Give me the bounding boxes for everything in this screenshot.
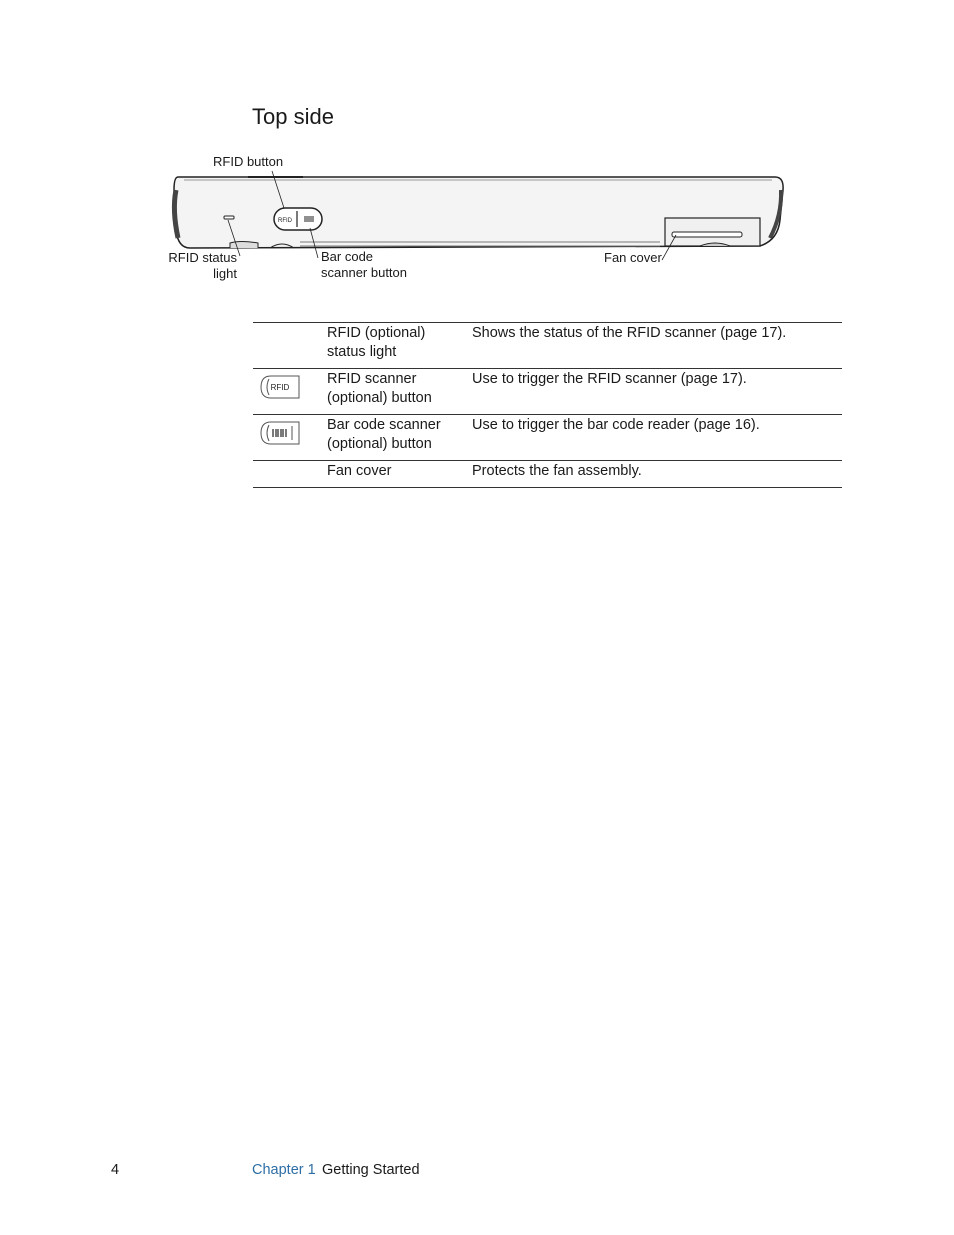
row-name-line2: (optional) button (327, 436, 432, 452)
parts-table (253, 322, 842, 488)
table-description-cell: Protects the fan assembly. (472, 463, 642, 479)
table-description-cell: Use to trigger the bar code reader (page 16). (472, 415, 842, 461)
row-name-line1: RFID (optional) (327, 325, 426, 341)
footer-chapter-link[interactable]: Chapter 1 (252, 1162, 316, 1178)
table-name-cell (327, 415, 472, 461)
table-icon-cell (253, 415, 327, 461)
table-description-cell: Use to trigger the RFID scanner (page 17). (472, 369, 842, 415)
table-name-cell (327, 461, 472, 488)
callout-rfid-button: RFID button (213, 154, 284, 169)
footer-chapter-title: Getting Started (322, 1162, 420, 1178)
row-name-line1: Bar code scanner (327, 417, 441, 433)
table-row (253, 369, 842, 415)
rfid-icon-text: RFID (270, 383, 290, 392)
row-name-line2: (optional) button (327, 390, 432, 406)
table-name-cell (327, 369, 472, 415)
table-description-cell: Shows the status of the RFID scanner (page 17). (472, 323, 842, 369)
section-title: Top side (252, 104, 334, 129)
callout-rfid-status-light-line1: RFID status (168, 250, 237, 265)
table-row (253, 323, 842, 369)
table-row (253, 461, 842, 488)
footer-page-number: 4 (111, 1162, 120, 1178)
callout-fan-cover: Fan cover (604, 250, 662, 265)
device-illustration (160, 150, 800, 290)
callout-rfid-status-light-line2: light (213, 266, 237, 281)
table-icon-cell (253, 369, 327, 415)
callout-bar-code-line2: scanner button (321, 265, 408, 280)
barcode-button-icon (259, 420, 301, 446)
rfid-button-icon (259, 374, 301, 400)
callout-bar-code-line1: Bar code (321, 249, 374, 264)
row-name-line1: RFID scanner (327, 371, 417, 387)
table-icon-cell (253, 323, 327, 369)
table-name-cell (327, 323, 472, 369)
table-row (253, 415, 842, 461)
table-icon-cell (253, 461, 327, 488)
callout-bar-code-scanner-button (321, 249, 407, 281)
row-name-line1: Fan cover (327, 463, 392, 479)
callout-rfid-status-light (160, 250, 237, 282)
row-name-line2: status light (327, 344, 397, 360)
device-top-side-figure (160, 150, 800, 290)
device-rfid-label: RFID (278, 218, 292, 224)
